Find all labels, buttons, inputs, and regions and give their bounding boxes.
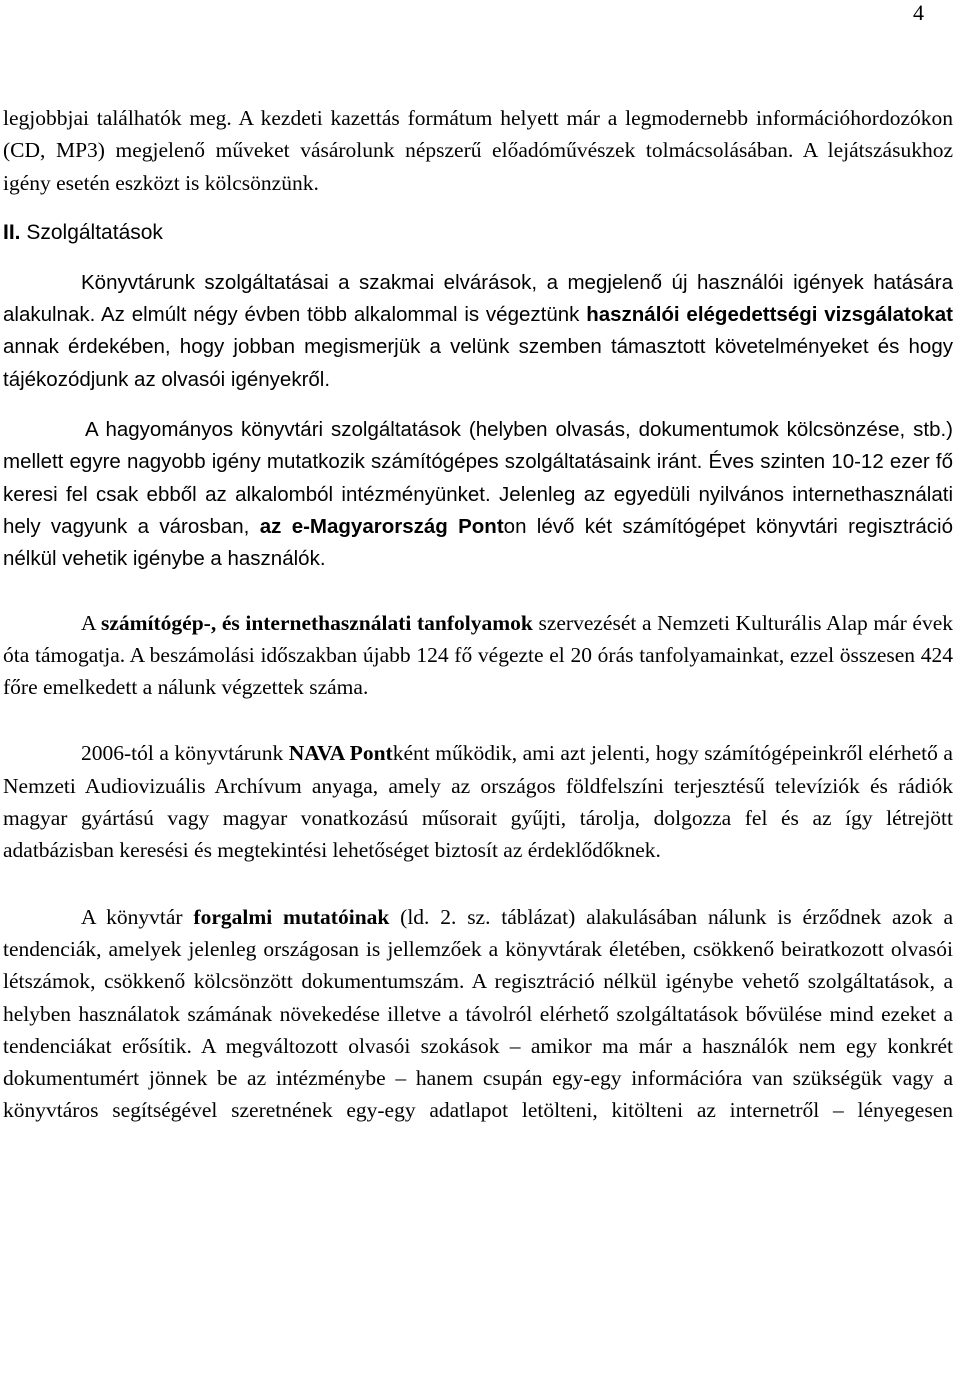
traditional-bold: az e-Magyarország Pont (259, 514, 504, 538)
paragraph-traffic (3, 901, 953, 1127)
services-text-2: annak érdekében, hogy jobban megismerjük a velünk szemben támasztott követelményeket és hogy tájékozódjunk az olvasói igényekről. (3, 335, 953, 391)
nava-text-2: ként működik, ami azt jelenti, hogy számítógépeinkről elérhető a Nemzeti Audiovizuális Archívum anyaga, amely az országos földfelszíni terjesztésű televíziók és rádiók magyar gyártású vagy magyar vonatkozású műsorait gyűjti, tárolja, dolgozza fel és az így létrejött adatbázisban keresési és megtekintési lehetőséget biztosít az érdeklődőknek. (3, 741, 953, 863)
traditional-text-1: A hagyományos könyvtári szolgáltatások (helyben olvasás, dokumentumok kölcsönzése, stb.) mellett egyre nagyobb igény mutatkozik számítógépes szolgáltatásaink iránt. Éves szinten 10-12 ezer fő keresi fel csak ebből az alkalomból intézményünket. Jelenleg az egyedüli nyilvános internethasználati hely vagyunk a városban, (3, 418, 953, 538)
services-text-1: Könyvtárunk szolgáltatásai a szakmai elvárások, a megjelenő új használói igények hatására alakulnak. Az elmúlt négy évben több alkalommal is végeztünk (3, 270, 953, 327)
section-number: II. (3, 220, 21, 244)
paragraph-traditional-services (3, 414, 953, 575)
paragraph-services (3, 267, 953, 396)
traffic-bold: forgalmi mutatóinak (193, 904, 390, 929)
paragraph-intro: legjobbjai találhatók meg. A kezdeti kazettás formátum helyett már a legmodernebb információhordozókon (CD, MP3) megjelenő műveket vásárolunk népszerű előadóművészek tolmácsolásában. A lejátszásukhoz igény esetén eszközt is kölcsönzünk. (3, 106, 953, 195)
paragraph-courses (3, 607, 953, 704)
traffic-text-1: A könyvtár (81, 904, 194, 929)
courses-text-2: szervezését a Nemzeti Kulturális Alap már évek óta támogatja. A beszámolási időszakban újabb 124 fő végezte el 20 órás tanfolyamainkat, ezzel összesen 424 főre emelkedett a nálunk végzettek száma. (3, 610, 953, 700)
section-heading (3, 217, 953, 249)
traffic-text-2: (ld. 2. sz. táblázat) alakulásában nálunk is érződnek azok a tendenciák, amelyek jelenleg országosan is jellemzőek a könyvtárak életében, csökkenő beiratkozott olvasói létszámok, csökkenő kölcsönzött dokumentumszám. A regisztráció nélkül igénybe vehető szolgáltatások, a helyben használatok számának növekedése illetve a távolról elérhető szolgáltatások bővülése mind ezeket a tendenciákat erősítik. A megváltozott olvasói szokások – amikor ma már a használók nem egy konkrét dokumentumért jönnek be az intézménybe – hanem csupán egy-egy információra van szükségük vagy a könyvtáros segítségével szeretnének egy-egy adatlapot letölteni, kitölteni az internetről – lényegesen (3, 904, 953, 1123)
nava-bold: NAVA Pont (288, 741, 393, 766)
page-number: 4 (913, 0, 924, 25)
document-body (3, 102, 953, 1127)
paragraph-nava (3, 737, 953, 866)
nava-text-1: 2006-tól a könyvtárunk (81, 741, 289, 766)
services-bold: használói elégedettségi vizsgálatokat (586, 303, 953, 327)
traditional-text-2: on lévő két számítógépet könyvtári regisztráció nélkül vehetik igénybe a használók. (3, 514, 953, 571)
courses-text-1: A (81, 610, 101, 635)
section-title: Szolgáltatások (20, 220, 163, 244)
courses-bold: számítógép-, és internethasználati tanfolyamok (100, 610, 533, 635)
